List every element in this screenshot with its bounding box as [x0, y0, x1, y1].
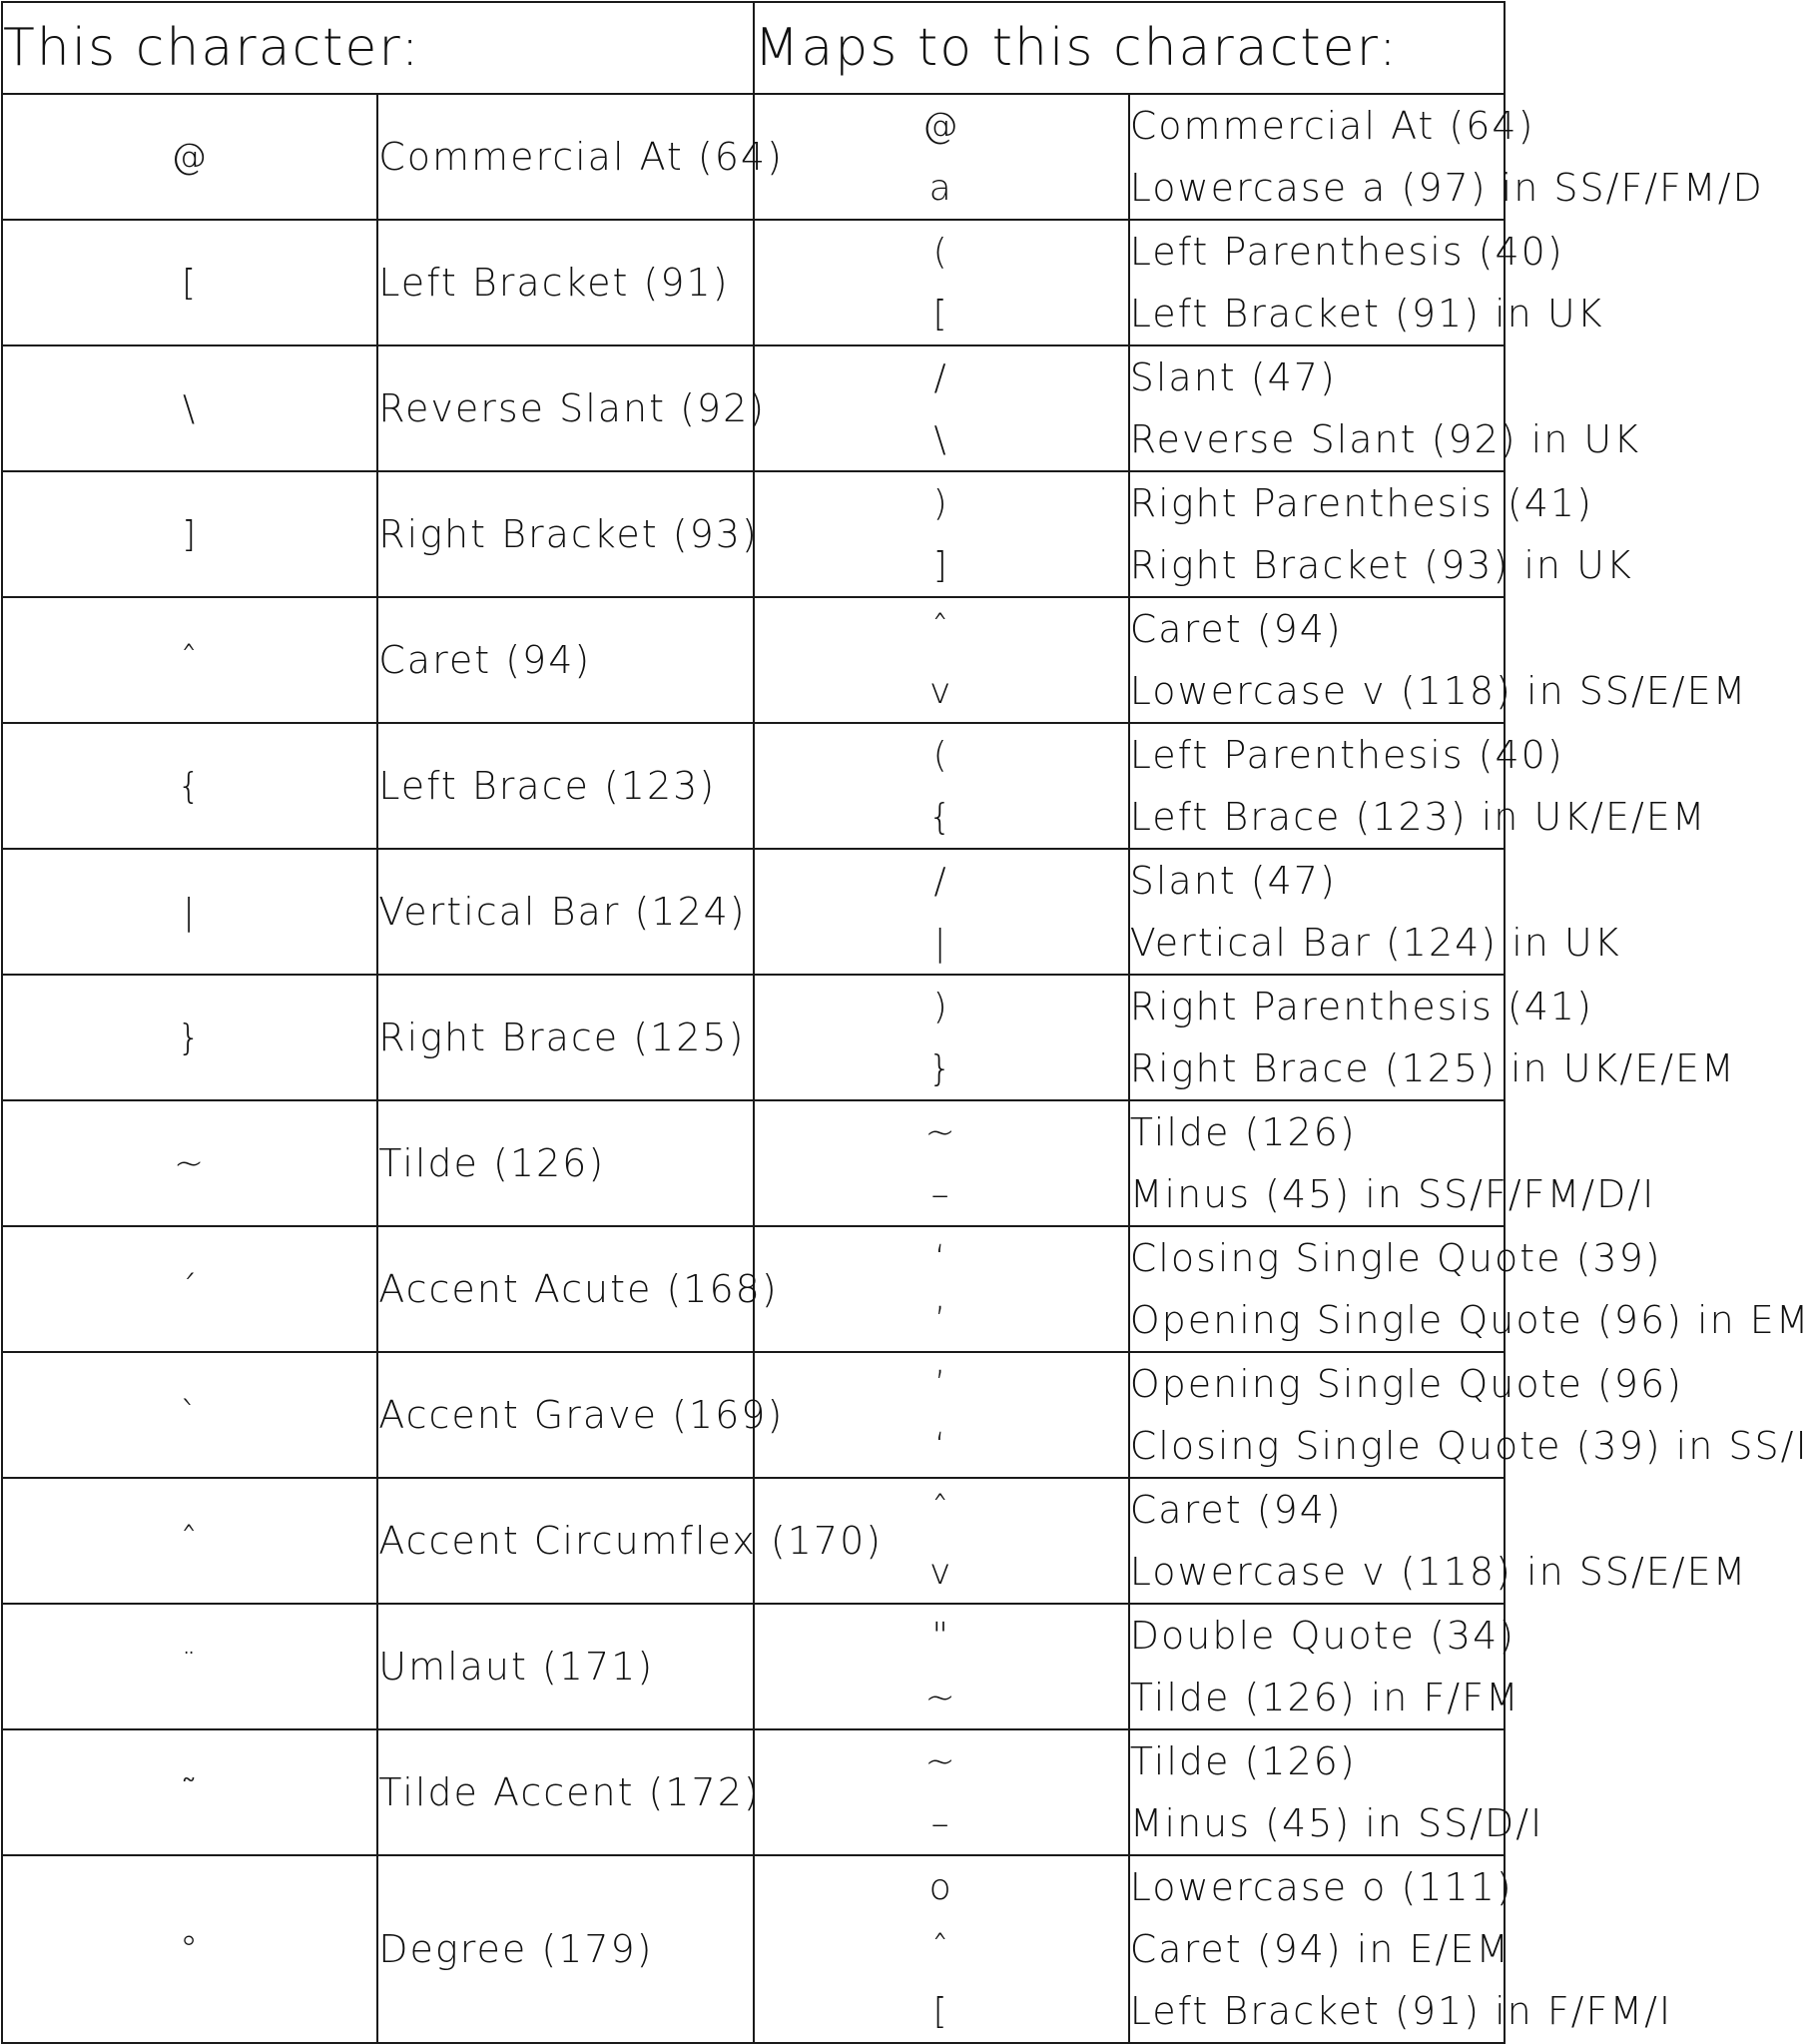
mapped-names-cell [1129, 1855, 1673, 2043]
mapped-characters-cell [754, 597, 1129, 723]
character-mapping-table [1, 1, 1811, 2044]
table-row [2, 345, 1505, 471]
table-row [2, 1855, 1505, 2043]
mapped-character: ( [932, 231, 949, 273]
mapped-character-name: Minus (45) in SS/F/FM/D/I [1129, 1172, 1656, 1216]
source-character: ~ [2, 1100, 377, 1226]
source-character-name: Reverse Slant (92) [377, 345, 753, 471]
mapped-characters-cell [754, 849, 1129, 975]
mapped-character: – [930, 1173, 951, 1215]
mapped-character-name: Lowercase v (118) in SS/E/EM [1129, 669, 1748, 713]
source-character: ¨ [2, 1604, 377, 1729]
mapped-character-name: Lowercase a (97) in SS/F/FM/D [1129, 166, 1764, 210]
source-character-name: Caret (94) [377, 597, 753, 723]
mapped-character: ’ [933, 1299, 948, 1341]
mapped-names-cell [1129, 723, 1707, 849]
mapped-character: @ [921, 105, 960, 147]
mapped-characters-cell [754, 1100, 1129, 1226]
source-character-name: Vertical Bar (124) [377, 849, 753, 975]
mapped-character: ) [932, 986, 949, 1027]
mapped-character: { [928, 796, 954, 838]
table-row [2, 597, 1505, 723]
source-character-name: Accent Grave (169) [377, 1352, 753, 1478]
mapped-character: ˆ [930, 1489, 951, 1531]
mapped-characters-cell [754, 1855, 1129, 2043]
mapped-character-name: Tilde (126) [1129, 1110, 1357, 1154]
mapped-character-name: Caret (94) [1129, 1488, 1343, 1532]
source-character: \ [2, 345, 377, 471]
table-row [2, 723, 1505, 849]
mapped-character: a [928, 167, 953, 209]
source-character-name: Left Bracket (91) [377, 220, 753, 345]
mapped-character-name: Tilde (126) [1129, 1739, 1357, 1783]
mapped-character: } [928, 1047, 954, 1089]
mapped-character: ˆ [930, 1928, 951, 1970]
table-row [2, 94, 1505, 220]
mapped-character: " [931, 1615, 950, 1657]
mapped-character-name: Left Parenthesis (40) [1129, 733, 1564, 777]
mapped-character-name: Opening Single Quote (96) [1129, 1362, 1683, 1406]
mapped-characters-cell [754, 1352, 1129, 1478]
source-character: ˆ [2, 1478, 377, 1604]
mapped-names-cell [1129, 1100, 1656, 1226]
mapped-character: [ [932, 293, 949, 335]
mapped-character-name: Vertical Bar (124) in UK [1129, 921, 1621, 965]
mapped-names-cell [1129, 1226, 1811, 1352]
table-row [2, 1226, 1505, 1352]
source-character: ] [2, 471, 377, 597]
source-character-name: Right Brace (125) [377, 975, 753, 1100]
mapped-character: v [928, 670, 953, 712]
table-row [2, 975, 1505, 1100]
mapped-character: ) [932, 482, 949, 524]
mapped-characters-cell [754, 1226, 1129, 1352]
mapped-character-name: Left Parenthesis (40) [1129, 230, 1564, 274]
source-character-name: Left Brace (123) [377, 723, 753, 849]
mapped-characters-cell [754, 975, 1129, 1100]
mapped-character: / [933, 356, 948, 398]
table-row [2, 1100, 1505, 1226]
mapped-character-name: Closing Single Quote (39) [1129, 1236, 1662, 1280]
mapped-characters-cell [754, 471, 1129, 597]
table-row [2, 220, 1505, 345]
mapped-character: \ [933, 418, 948, 460]
mapped-names-cell [1129, 849, 1621, 975]
source-character: { [2, 723, 377, 849]
mapped-character: [ [932, 1990, 949, 2032]
mapped-character-name: Opening Single Quote (96) in EM [1129, 1298, 1811, 1342]
mapped-character: ] [932, 544, 949, 586]
mapped-character: – [930, 1802, 951, 1844]
table-header-row [2, 2, 1505, 94]
mapped-character: ( [932, 734, 949, 776]
mapped-characters-cell [754, 345, 1129, 471]
mapped-character-name: Lowercase v (118) in SS/E/EM [1129, 1550, 1748, 1594]
mapped-names-cell [1129, 94, 1764, 220]
mapped-characters-cell [754, 94, 1129, 220]
mapped-names-cell [1129, 1478, 1748, 1604]
target-column-header: Maps to this character: [754, 2, 1506, 94]
mapped-character-name: Caret (94) [1129, 607, 1343, 651]
mapped-names-cell [1129, 1352, 1809, 1478]
mapped-character-name: Right Parenthesis (41) [1129, 481, 1593, 525]
table-row [2, 849, 1505, 975]
table-row [2, 1604, 1505, 1729]
source-character-name: Tilde (126) [377, 1100, 753, 1226]
source-character: [ [2, 220, 377, 345]
table-row [2, 1352, 1505, 1478]
mapped-characters-cell [754, 1604, 1129, 1729]
mapped-character: ˆ [930, 608, 951, 650]
mapped-character: | [933, 922, 948, 964]
source-character: ˜ [2, 1729, 377, 1855]
mapped-character: ‘ [933, 1425, 948, 1467]
source-character-name: Accent Circumflex (170) [377, 1478, 753, 1604]
mapped-characters-cell [754, 1729, 1129, 1855]
mapped-character-name: Double Quote (34) [1129, 1614, 1516, 1658]
mapped-character: ‘ [933, 1237, 948, 1279]
mapped-names-cell [1129, 220, 1604, 345]
mapped-character-name: Reverse Slant (92) in UK [1129, 417, 1641, 461]
source-character: } [2, 975, 377, 1100]
mapped-names-cell [1129, 975, 1736, 1100]
table-row [2, 1478, 1505, 1604]
mapped-names-cell [1129, 1604, 1520, 1729]
mapped-character-name: Slant (47) [1129, 859, 1337, 903]
mapped-character-name: Right Bracket (93) in UK [1129, 543, 1633, 587]
mapped-character: ~ [924, 1111, 957, 1153]
source-character-name: Accent Acute (168) [377, 1226, 753, 1352]
mapped-names-cell [1129, 1729, 1544, 1855]
mapped-character-name: Caret (94) in E/EM [1129, 1927, 1511, 1971]
mapped-characters-cell [754, 220, 1129, 345]
source-character: ˆ [2, 597, 377, 723]
mapped-character: ~ [924, 1740, 957, 1782]
mapped-character: ~ [924, 1677, 957, 1718]
mapped-names-cell [1129, 597, 1748, 723]
mapped-character-name: Tilde (126) in F/FM [1129, 1676, 1520, 1719]
mapped-character-name: Right Parenthesis (41) [1129, 985, 1593, 1028]
mapped-character-name: Slant (47) [1129, 355, 1337, 399]
table-row [2, 1729, 1505, 1855]
mapped-character: o [928, 1866, 953, 1908]
mapped-character: ’ [933, 1363, 948, 1405]
mapped-character-name: Left Brace (123) in UK/E/EM [1129, 795, 1707, 839]
mapped-character: / [933, 860, 948, 902]
mapped-character-name: Lowercase o (111) [1129, 1865, 1513, 1909]
mapped-character-name: Left Bracket (91) in F/FM/I [1129, 1989, 1673, 2033]
source-character: ` [2, 1352, 377, 1478]
mapped-character-name: Closing Single Quote (39) in SS/I [1129, 1424, 1809, 1468]
source-character: ° [2, 1855, 377, 2043]
mapped-characters-cell [754, 723, 1129, 849]
source-character: ´ [2, 1226, 377, 1352]
table-row [2, 471, 1505, 597]
source-character-name: Tilde Accent (172) [377, 1729, 753, 1855]
mapped-character-name: Commercial At (64) [1129, 104, 1535, 148]
source-column-header: This character: [2, 2, 754, 94]
source-character-name: Commercial At (64) [377, 94, 753, 220]
source-character: @ [2, 94, 377, 220]
mapped-character-name: Minus (45) in SS/D/I [1129, 1801, 1544, 1845]
source-character: | [2, 849, 377, 975]
mapped-character: v [928, 1551, 953, 1593]
source-character-name: Degree (179) [377, 1855, 753, 2043]
source-character-name: Right Bracket (93) [377, 471, 753, 597]
mapping-rows [2, 94, 1811, 2043]
source-character-name: Umlaut (171) [377, 1604, 753, 1729]
mapped-names-cell [1129, 471, 1633, 597]
mapped-names-cell [1129, 345, 1641, 471]
mapped-character-name: Right Brace (125) in UK/E/EM [1129, 1046, 1736, 1090]
mapped-character-name: Left Bracket (91) in UK [1129, 292, 1604, 336]
